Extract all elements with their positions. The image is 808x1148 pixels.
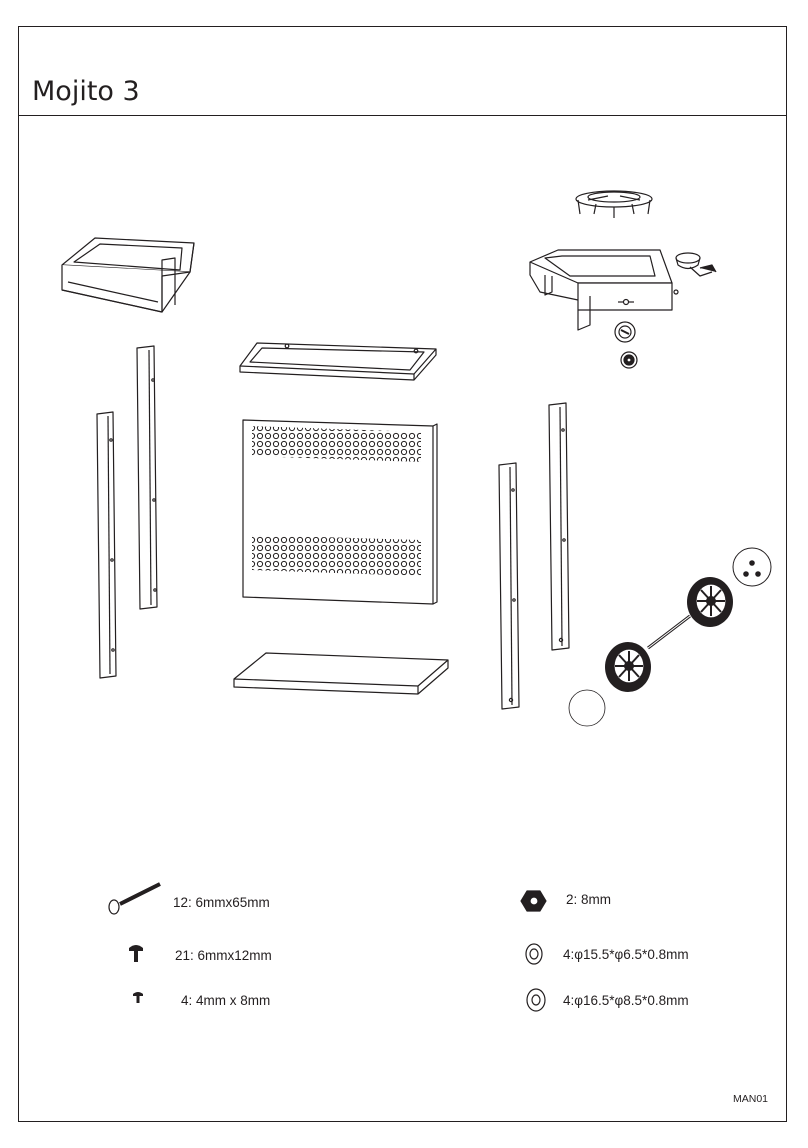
screw-6x12-icon (129, 945, 143, 962)
hardware-label-washer-small: 4:φ15.5*φ6.5*0.8mm (563, 947, 689, 962)
wheel-assembly (605, 577, 733, 692)
right-side-shelf (530, 250, 678, 330)
hardware-label-long-bolt: 12: 6mmx65mm (173, 895, 270, 910)
leg-left-rear (137, 346, 157, 609)
wheel-rear (687, 577, 733, 627)
burner-head (676, 253, 716, 276)
washer-large-icon (527, 989, 545, 1011)
washer-small-icon (526, 944, 542, 964)
leg-right-rear (549, 403, 569, 650)
long-bolt-icon (109, 884, 160, 914)
hardware-label-washer-large: 4:φ16.5*φ8.5*0.8mm (563, 993, 689, 1008)
page-title: Mojito 3 (32, 76, 140, 107)
leg-left-front (97, 412, 116, 678)
pan-support (576, 191, 652, 218)
hardware-label-hex-nut: 2: 8mm (566, 892, 612, 907)
hardware-label-screw-6x12: 21: 6mmx12mm (175, 948, 272, 963)
hub-cap (733, 548, 771, 586)
hardware-label-screw-4x8: 4: 4mm x 8mm (181, 993, 271, 1008)
bottom-shelf (234, 653, 448, 694)
control-knob (615, 322, 637, 368)
top-frame (240, 343, 436, 380)
back-panel (243, 420, 437, 604)
document-code: MAN01 (733, 1093, 769, 1105)
leg-right-front (499, 463, 519, 709)
bottle-circle (569, 690, 605, 726)
screw-4x8-icon (133, 992, 143, 1003)
wheel-front (605, 642, 651, 692)
left-side-shelf (62, 238, 194, 312)
hex-nut-icon (521, 891, 546, 911)
